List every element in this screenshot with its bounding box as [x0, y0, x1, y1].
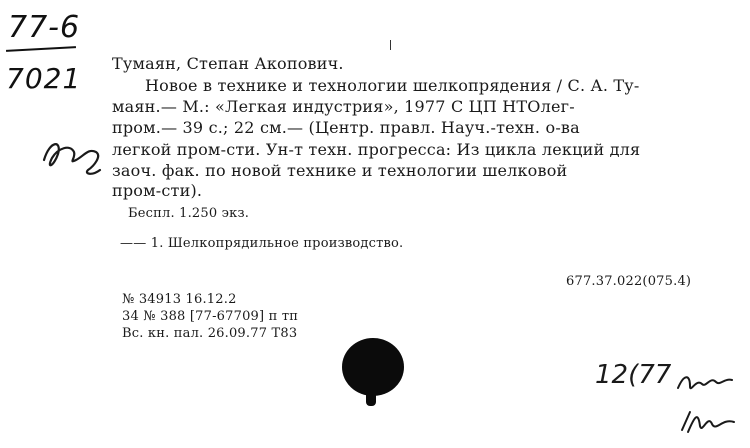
description-line: заоч. фак. по новой технике и технологии шелковой — [112, 161, 568, 180]
description-line: пром-сти). — [112, 181, 203, 200]
card-punch-hole-stem — [366, 388, 376, 406]
price-circulation: Беспл. 1.250 экз. — [128, 206, 250, 221]
description-line: пром.— 39 с.; 22 см.— (Центр. правл. Науч.-техн. о-ва — [112, 118, 580, 137]
record-line: Вс. кн. пал. 26.09.77 Т83 — [122, 326, 298, 341]
record-line: № 34913 16.12.2 — [122, 292, 237, 307]
handwritten-code-bottom: 12(77 — [595, 360, 672, 390]
record-line: 34 № 388 [77-67709] п тп — [122, 309, 299, 324]
stray-mark — [390, 40, 391, 50]
classification-index: 677.37.022(075.4) — [566, 274, 692, 289]
handwritten-scribble-icon — [40, 130, 110, 180]
card-heading-author: Тумаян, Степан Акопович. — [112, 54, 344, 73]
description-line: Новое в технике и технологии шелкопрядения / С. А. Ту- — [145, 76, 640, 95]
handwritten-signature-icon — [678, 404, 738, 438]
handwritten-scribble-icon — [676, 368, 736, 398]
handwritten-underline — [6, 46, 76, 52]
description-line: маян.— М.: «Легкая индустрия», 1977 С ЦП НТОлег- — [112, 97, 575, 116]
description-line: легкой пром-сти. Ун-т техн. прогресса: Из цикла лекций для — [112, 140, 641, 159]
handwritten-code-top: 77-6 — [8, 10, 81, 45]
handwritten-code-mid: 7021 — [6, 62, 82, 95]
subject-heading: —— 1. Шелкопрядильное производство. — [120, 236, 404, 251]
